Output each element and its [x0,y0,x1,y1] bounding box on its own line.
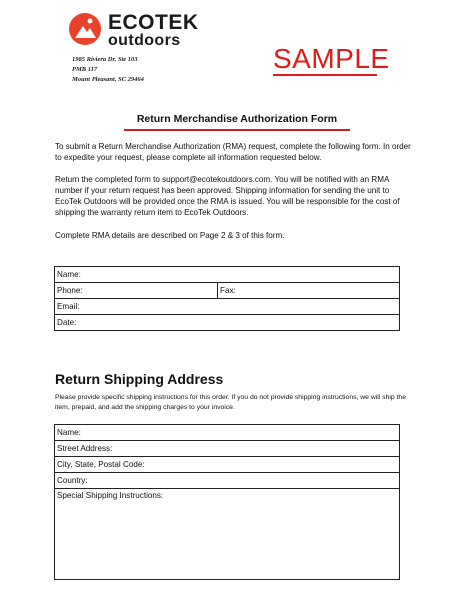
logo-sub-text: outdoors [108,32,181,49]
address-line-1: 1985 Riviera Dr, Ste 103 [72,56,138,63]
table-row [55,267,400,283]
shipping-note: Please provide specific shipping instructions for this order. If you do not provide shipping instructions, we will ship the item, prepaid, and add the shipping charges to your invoice. [55,394,406,411]
name-field[interactable]: Name: [55,267,400,283]
special-instructions-field[interactable]: Special Shipping Instructions: [55,489,400,580]
street-address-field[interactable]: Street Address: [55,441,400,457]
table-row [55,441,400,457]
form-title: Return Merchandise Authorization Form [136,113,338,125]
sample-stamp-underline [273,74,377,76]
ecotek-logo [66,10,199,50]
email-field[interactable]: Email: [55,299,400,315]
table-row [55,315,400,331]
instructions-paragraph: Return the completed form to support@ecotekoutdoors.com. You will be notified with an RMA number if your return request has been approved. Shipping information for sending the unit to EcoTek Outdoors will be provided once the RMA is issued. You will be responsible for the cost of shipping the warranty return item to EcoTek Outdoors. [55,175,400,217]
logo-brand-text: ECOTEK [108,11,199,34]
table-row [55,473,400,489]
company-address [72,55,144,85]
table-row [55,299,400,315]
phone-field[interactable]: Phone: [55,283,218,299]
sample-stamp: SAMPLE [273,43,390,74]
city-state-postal-field[interactable]: City, State, Postal Code: [55,457,400,473]
shipping-address-table [54,424,400,580]
details-note: Complete RMA details are described on Page 2 & 3 of this form. [55,231,285,240]
fax-field[interactable]: Fax: [218,283,400,299]
form-title-underline [124,129,350,131]
ecotek-mark-icon [66,10,106,50]
contact-info-table [54,266,400,331]
date-field[interactable]: Date: [55,315,400,331]
table-row [55,489,400,580]
shipping-heading: Return Shipping Address [55,371,224,387]
country-field[interactable]: Country: [55,473,400,489]
table-row [55,283,400,299]
table-row [55,425,400,441]
address-line-3: Mount Pleasant, SC 29464 [72,76,144,83]
ship-name-field[interactable]: Name: [55,425,400,441]
table-row [55,457,400,473]
intro-paragraph: To submit a Return Merchandise Authorization (RMA) request, complete the following form. In order to expedite your request, please complete all information requested below. [55,142,411,162]
address-line-2: PMB 117 [72,66,98,73]
